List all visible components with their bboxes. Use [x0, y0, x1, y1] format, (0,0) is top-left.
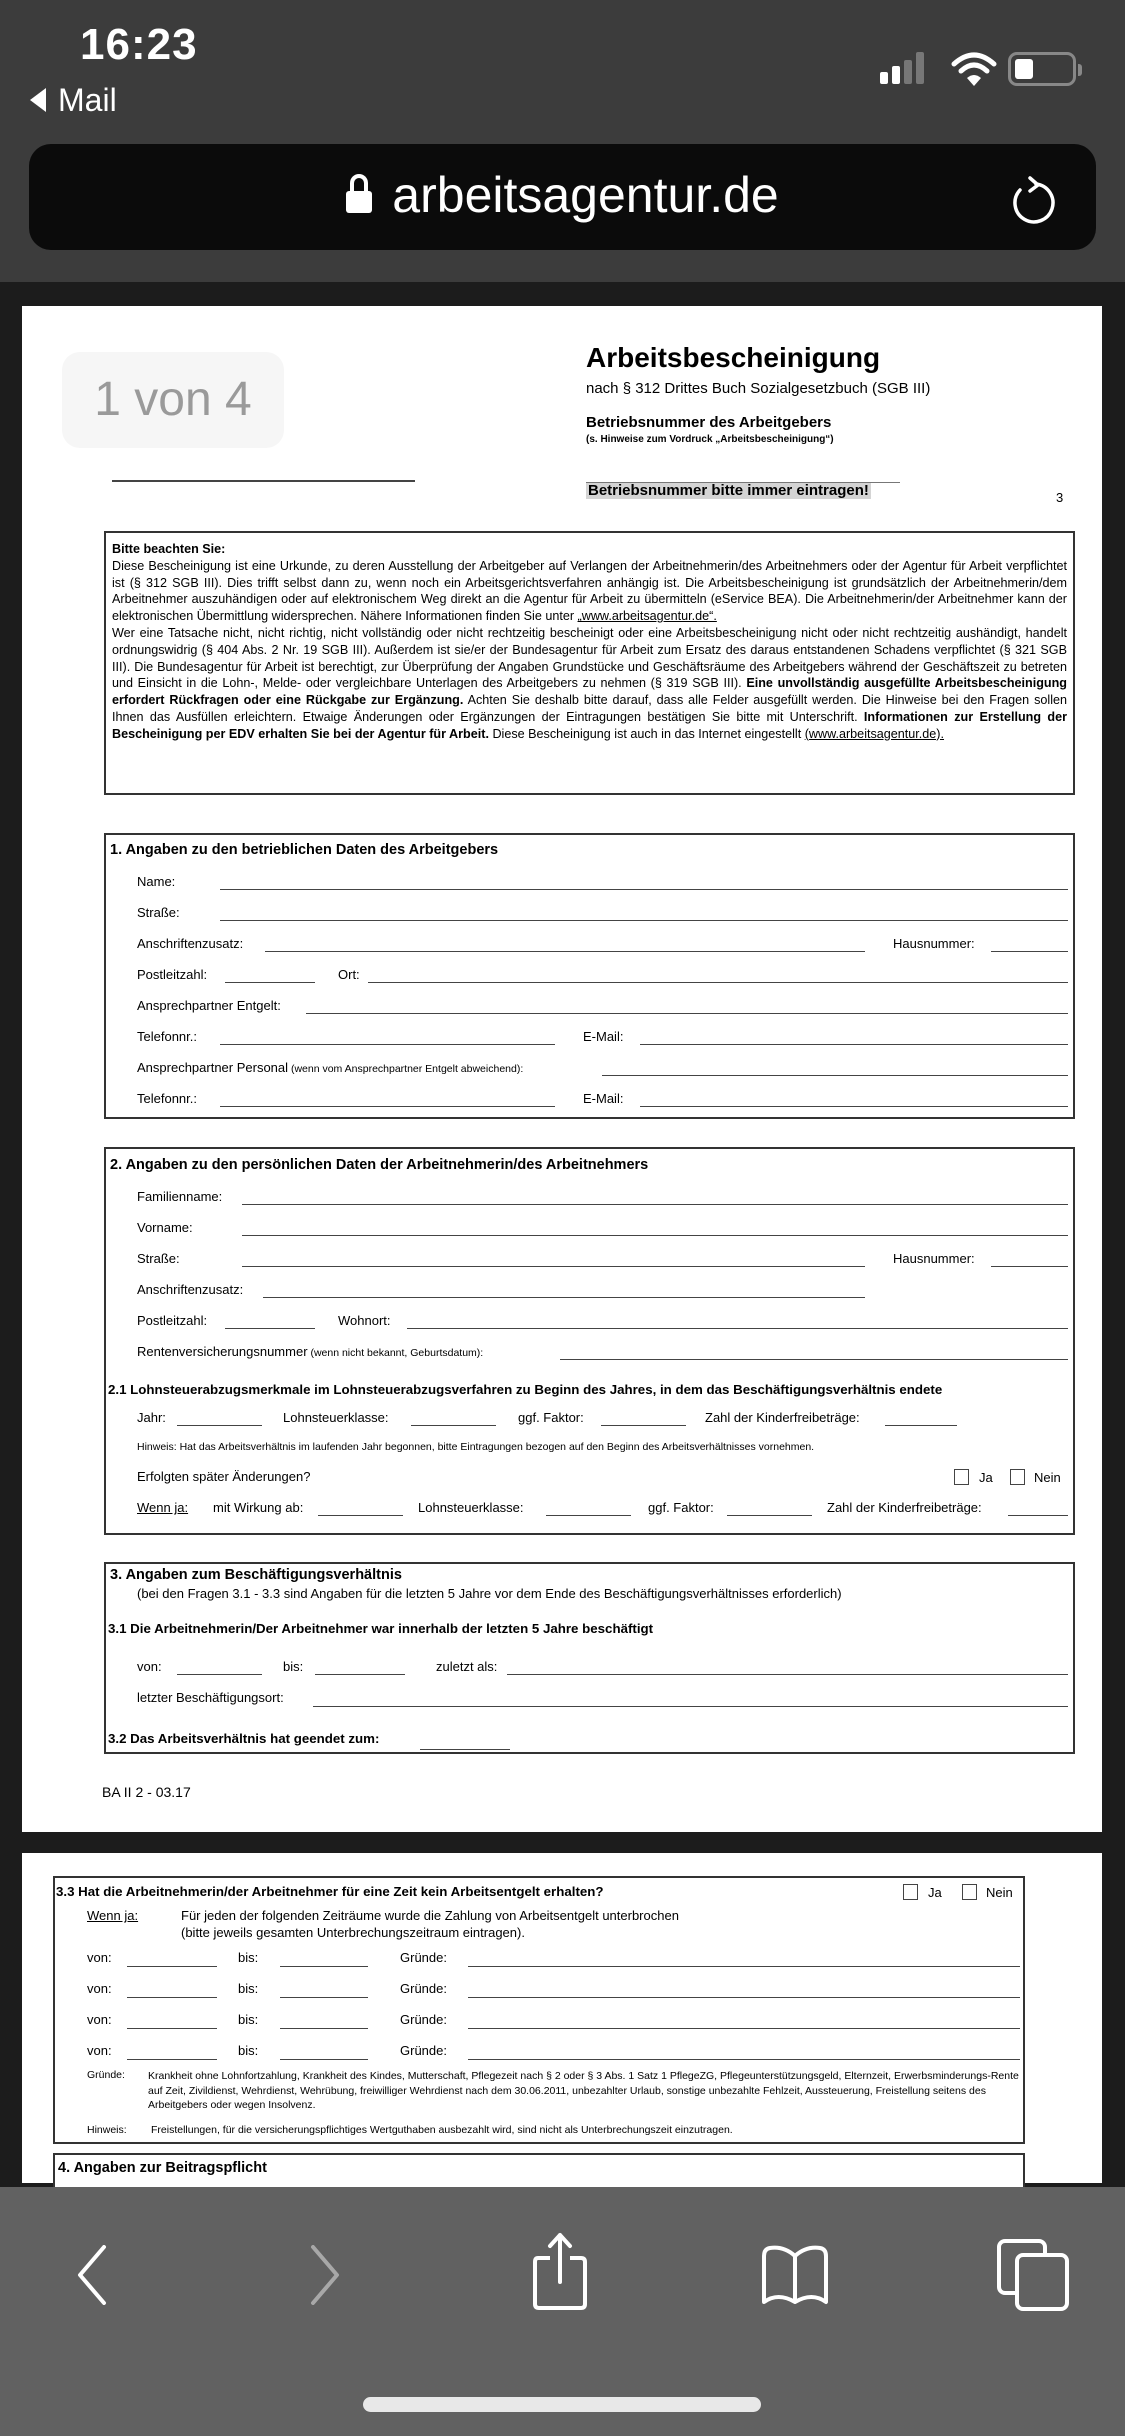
change-effective-date-field[interactable] — [318, 1515, 403, 1516]
label-stkl-2: Lohnsteuerklasse: — [418, 1500, 524, 1515]
label-faktor: ggf. Faktor: — [518, 1410, 584, 1425]
label-gruende-4: Gründe: — [400, 2043, 447, 2058]
label-gruende-3: Gründe: — [400, 2012, 447, 2027]
contact-hr-email-field[interactable] — [640, 1106, 1068, 1107]
interruption-from-field-1[interactable] — [127, 1966, 217, 1967]
back-triangle-icon — [30, 88, 46, 112]
label-familienname: Familienname: — [137, 1189, 223, 1204]
interruption-to-field-4[interactable] — [280, 2059, 368, 2060]
interruption-reason-field-1[interactable] — [468, 1966, 1020, 1967]
label-ja: Ja — [979, 1470, 993, 1485]
section-1-employer — [104, 833, 1075, 1119]
employer-street-field[interactable] — [220, 920, 1068, 921]
contact-payroll-phone-field[interactable] — [220, 1044, 555, 1045]
label-hausnummer-2: Hausnummer: — [893, 1251, 975, 1266]
contact-hr-phone-field[interactable] — [220, 1106, 555, 1107]
contact-payroll-email-field[interactable] — [640, 1044, 1068, 1045]
label-bis-1: bis: — [238, 1950, 259, 1965]
tax-factor-field[interactable] — [601, 1425, 686, 1426]
label-nein: Nein — [1034, 1470, 1061, 1485]
label-aenderungen: Erfolgten später Änderungen? — [137, 1469, 311, 1484]
no-pay-no-checkbox[interactable] — [962, 1884, 977, 1900]
change-child-allowance-field[interactable] — [1008, 1515, 1068, 1516]
label-ort: Ort: — [338, 967, 360, 982]
label-wohnort: Wohnort: — [338, 1313, 391, 1328]
interruption-from-field-4[interactable] — [127, 2059, 217, 2060]
section-3-hint: (bei den Fragen 3.1 - 3.3 sind Angaben für die letzten 5 Jahre vor dem Ende des Beschäftigungsverhältnisses erforderlich) — [137, 1586, 842, 1601]
label-ap-entgelt: Ansprechpartner Entgelt: — [137, 998, 281, 1013]
tax-class-field[interactable] — [411, 1425, 496, 1426]
label-bis-3: bis: — [238, 2012, 259, 2027]
last-position-field[interactable] — [507, 1674, 1068, 1675]
employer-city-field[interactable] — [368, 982, 1068, 983]
label-email: E-Mail: — [583, 1029, 624, 1044]
label-bis: bis: — [283, 1659, 304, 1674]
betriebsnummer-line — [586, 482, 900, 483]
employer-plz-field[interactable] — [225, 982, 315, 983]
label-gruende-2: Gründe: — [400, 1981, 447, 1996]
section-2-heading: 2. Angaben zu den persönlichen Daten der Arbeitnehmerin/des Arbeitnehmers — [110, 1157, 649, 1173]
last-workplace-field[interactable] — [313, 1706, 1068, 1707]
employee-housenumber-field[interactable] — [991, 1266, 1068, 1267]
employer-address-extra-field[interactable] — [265, 951, 865, 952]
browser-chrome — [0, 0, 1125, 282]
employee-lastname-field[interactable] — [242, 1204, 1068, 1205]
section-3-1-heading: 3.1 Die Arbeitnehmerin/Der Arbeitnehmer war innerhalb der letzten 5 Jahre beschäftigt — [108, 1621, 654, 1636]
label-strasse-2: Straße: — [137, 1251, 180, 1266]
section-3-heading: 3. Angaben zum Beschäftigungsverhältnis — [110, 1567, 402, 1583]
label-zuletzt: zuletzt als: — [436, 1659, 498, 1674]
interruption-to-field-1[interactable] — [280, 1966, 368, 1967]
status-time: 16:23 — [80, 20, 198, 69]
label-von-4: von: — [87, 2043, 112, 2058]
label-wenn-ja-2: Wenn ja: — [87, 1908, 139, 1923]
employee-rvnr-field[interactable] — [560, 1359, 1068, 1360]
interruption-reason-field-4[interactable] — [468, 2059, 1020, 2060]
section-3-2-heading: 3.2 Das Arbeitsverhältnis hat geendet zum: — [108, 1731, 380, 1746]
interruption-to-field-3[interactable] — [280, 2028, 368, 2029]
employment-to-field[interactable] — [315, 1674, 405, 1675]
note-label: Hinweis: — [87, 2124, 127, 2136]
label-plz-2: Postleitzahl: — [137, 1313, 208, 1328]
contact-hr-field[interactable] — [602, 1075, 1068, 1076]
contact-payroll-field[interactable] — [306, 1013, 1068, 1014]
end-date-field[interactable] — [420, 1749, 510, 1750]
label-nein-2: Nein — [986, 1885, 1013, 1900]
label-vorname: Vorname: — [137, 1220, 193, 1235]
label-zusatz: Anschriftenzusatz: — [137, 936, 244, 951]
label-wenn-ja: Wenn ja: — [137, 1500, 189, 1515]
notice-paragraph-2: Wer eine Tatsache nicht, nicht richtig, nicht vollständig oder nicht rechtzeitig bescheinigt oder eine Arbeitsbescheinigung nicht oder nicht rechtzeitig aushändigt, handelt ordnungswidrig (§ 404 Abs. 2 Nr. 19 SGB III). Außerdem ist sie/er der Bundesagentur für Arbeit zum Ersatz des daraus entstandenen Schadens verpflichtet (§ 321 SGB III). Die Bundesagentur für Arbeit ist berechtigt, zur Überprüfung der Angaben Grundstücke und Geschäftsräume des Arbeitgebers während der Geschäftszeit zu betreten und Einsicht in die Lohn-, Melde- oder vergleichbare Unterlagen des Arbeitgebers zu nehmen (§ 319 SGB III). Eine unvollständig ausgefüllte Arbeitsbescheinigung erfordert Rückfragen oder eine Rückgabe zur Ergänzung. Achten Sie deshalb bitte darauf, dass alle Felder ausgefüllt werden. Die Hinweise bei den Fragen sollen Ihnen das Ausfüllen erleichtern. Etwaige Änderungen oder Ergänzungen der Eintragungen bestätigen Sie bitte mit Unterschrift. Informationen zur Erstellung der Bescheinigung per EDV erhalten Sie bei der Agentur für Arbeit. Diese Bescheinigung ist auch in das Internet eingestellt (www.arbeitsagentur.de). — [112, 625, 1068, 741]
form-title: Arbeitsbescheinigung — [586, 342, 881, 373]
section-3-3-heading: 3.3 Hat die Arbeitnehmerin/der Arbeitnehmer für eine Zeit kein Arbeitsentgelt erhalten? — [56, 1884, 604, 1899]
wenn-ja-text-1: Für jeden der folgenden Zeiträume wurde die Zahlung von Arbeitsentgelt unterbrochen — [181, 1908, 679, 1923]
employee-firstname-field[interactable] — [242, 1235, 1068, 1236]
employee-address-extra-field[interactable] — [263, 1297, 865, 1298]
interruption-from-field-3[interactable] — [127, 2028, 217, 2029]
lock-icon — [346, 178, 372, 212]
change-factor-field[interactable] — [727, 1515, 812, 1516]
back-app-label: Mail — [58, 82, 117, 118]
interruption-reason-field-2[interactable] — [468, 1997, 1020, 1998]
notice-paragraph-1: Diese Bescheinigung ist eine Urkunde, zu deren Ausstellung der Arbeitgeber auf Verlangen der Arbeitnehmerin/des Arbeitnehmers oder der Agentur für Arbeit verpflichtet ist (§ 312 SGB III). Dies trifft selbst dann zu, wenn noch ein Arbeitsgerichtsverfahren anhängig ist. Die Arbeitsbescheinigung ist grundsätzlich der Arbeitnehmerin/dem Arbeitnehmer auszuhändigen oder auf elektronischem Weg direkt an die Agentur für Arbeit zu übermitteln (eService BEA). Die Arbeitnehmerin/der Arbeitnehmer kann der elektronischen Übermittlung widersprechen. Nähere Informationen finden Sie unter „www.arbeitsagentur.de“. — [112, 558, 1067, 624]
interruption-from-field-2[interactable] — [127, 1997, 217, 1998]
battery-icon — [1008, 52, 1076, 86]
label-von-1: von: — [87, 1950, 112, 1965]
label-jahr: Jahr: — [137, 1410, 166, 1425]
label-name: Name: — [137, 874, 176, 889]
changes-yes-checkbox[interactable] — [954, 1469, 969, 1485]
employer-housenumber-field[interactable] — [991, 951, 1068, 952]
employment-from-field[interactable] — [177, 1674, 262, 1675]
tax-year-field[interactable] — [177, 1425, 262, 1426]
label-ja-2: Ja — [928, 1885, 942, 1900]
share-icon[interactable] — [530, 2232, 590, 2312]
form-code: BA II 2 - 03.17 — [102, 1784, 191, 1800]
label-ap-personal: Ansprechpartner Personal (wenn vom Ansprechpartner Entgelt abweichend): — [137, 1060, 524, 1075]
notice-link-2[interactable]: (www.arbeitsagentur.de). — [804, 726, 945, 741]
section-1-heading: 1. Angaben zu den betrieblichen Daten des Arbeitgebers — [110, 842, 499, 858]
reasons-text: Krankheit ohne Lohnfortzahlung, Krankheit des Kindes, Mutterschaft, Pflegezeit nach § 2 oder § 3 Abs. 1 Satz 1 PflegeZG, Pflegeunterstützungsgeld, Elternzeit, Erwerbsminderungs-Rente auf Zeit, Zivildienst, Wehrdienst, Wehrübung, freiwilliger Wehrdienst nach dem 30.06.2011, unbezahlter Urlaub, sonstige unbezahlte Fehlzeit, Aussteuerung, Freistellung seitens des Arbeitgebers oder wegen Insolvenz. — [148, 2070, 1019, 2111]
interruption-reason-field-3[interactable] — [468, 2028, 1020, 2029]
label-faktor-2: ggf. Faktor: — [648, 1500, 714, 1515]
change-tax-class-field[interactable] — [546, 1515, 631, 1516]
label-kinder-2: Zahl der Kinderfreibeträge: — [827, 1500, 982, 1515]
label-gruende-1: Gründe: — [400, 1950, 447, 1965]
interruption-to-field-2[interactable] — [280, 1997, 368, 1998]
label-hausnummer: Hausnummer: — [893, 936, 975, 951]
label-kinder: Zahl der Kinderfreibeträge: — [705, 1410, 860, 1425]
label-stkl: Lohnsteuerklasse: — [283, 1410, 389, 1425]
reload-icon[interactable] — [1008, 176, 1056, 230]
employee-street-field[interactable] — [242, 1266, 865, 1267]
label-rvnr: Rentenversicherungsnummer (wenn nicht bekannt, Geburtsdatum): — [137, 1344, 484, 1359]
form-page-number: 3 — [1056, 490, 1064, 505]
betriebsnummer-field[interactable]: Betriebsnummer bitte immer eintragen! — [588, 482, 869, 499]
label-zusatz-2: Anschriftenzusatz: — [137, 1282, 244, 1297]
reasons-label: Gründe: — [87, 2069, 125, 2081]
label-tel: Telefonnr.: — [137, 1029, 197, 1044]
changes-no-checkbox[interactable] — [1010, 1469, 1025, 1485]
url-text: arbeitsagentur.de — [392, 167, 779, 223]
section-4-heading: 4. Angaben zur Beitragspflicht — [58, 2160, 267, 2176]
form-subtitle: nach § 312 Drittes Buch Sozialgesetzbuch (SGB III) — [586, 380, 931, 397]
employee-city-field[interactable] — [407, 1328, 1068, 1329]
label-beschaeftigungsort: letzter Beschäftigungsort: — [137, 1690, 284, 1705]
label-von-3: von: — [87, 2012, 112, 2027]
forward-icon[interactable] — [305, 2245, 345, 2305]
label-plz: Postleitzahl: — [137, 967, 208, 982]
employee-plz-field[interactable] — [225, 1328, 315, 1329]
note-text: Freistellungen, für die versicherungspflichtiges Wertguthaben ausbezahlt wird, sind nicht als Unterbrechungszeit einzutragen. — [151, 2124, 733, 2136]
label-strasse: Straße: — [137, 905, 180, 920]
label-email-2: E-Mail: — [583, 1091, 624, 1106]
label-von-2: von: — [87, 1981, 112, 1996]
section-2-1-hint: Hinweis: Hat das Arbeitsverhältnis im laufenden Jahr begonnen, bitte Eintragungen bezogen auf den Beginn des Arbeitsverhältnisses vornehmen. — [137, 1441, 815, 1453]
label-wirkung: mit Wirkung ab: — [213, 1500, 304, 1515]
label-bis-2: bis: — [238, 1981, 259, 1996]
notice-link-1[interactable]: „www.arbeitsagentur.de“. — [577, 609, 717, 624]
back-to-app-button[interactable] — [30, 82, 117, 119]
notice-heading: Bitte beachten Sie: — [112, 542, 226, 556]
page-indicator: 1 von 4 — [62, 352, 284, 448]
notice-box — [104, 531, 1075, 795]
wifi-icon — [950, 50, 998, 90]
tabs-icon[interactable] — [995, 2237, 1075, 2313]
employer-name-field[interactable] — [220, 889, 1068, 890]
bookmarks-icon[interactable] — [760, 2244, 830, 2306]
betriebsnummer-label: Betriebsnummer des Arbeitgebers — [586, 414, 832, 431]
betriebsnummer-hint: (s. Hinweise zum Vordruck „Arbeitsbescheinigung“) — [586, 434, 834, 445]
label-von: von: — [137, 1659, 162, 1674]
child-allowance-field[interactable] — [885, 1425, 957, 1426]
address-bar[interactable] — [29, 144, 1096, 250]
wenn-ja-text-2: (bitte jeweils gesamten Unterbrechungszeitraum eintragen). — [181, 1925, 525, 1940]
kundennummer-line — [112, 480, 415, 482]
label-tel-2: Telefonnr.: — [137, 1091, 197, 1106]
label-bis-4: bis: — [238, 2043, 259, 2058]
section-2-1-heading: 2.1 Lohnsteuerabzugsmerkmale im Lohnsteuerabzugsverfahren zu Beginn des Jahres, in dem das Beschäftigungsverhältnis endete — [108, 1382, 943, 1397]
no-pay-yes-checkbox[interactable] — [903, 1884, 918, 1900]
cellular-signal-icon — [880, 52, 924, 84]
home-indicator[interactable] — [363, 2397, 761, 2412]
back-icon[interactable] — [72, 2245, 112, 2305]
